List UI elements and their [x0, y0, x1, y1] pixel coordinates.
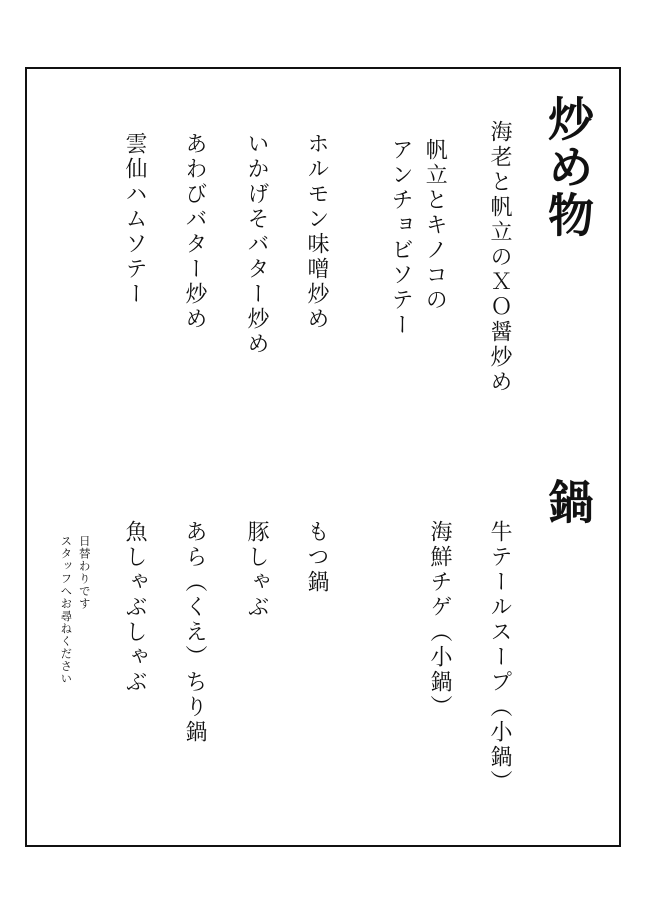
menu-item-horumon-miso: ホルモン味噌炒め [304, 132, 329, 332]
menu-item-xo-stir-fry: 海老と帆立のＸＯ醤炒め [487, 120, 512, 395]
menu-item-fish-shabu: 魚しゃぶしゃぶ [122, 520, 147, 695]
menu-item-motsu-nabe: もつ鍋 [304, 520, 329, 595]
menu-item-scallop-mushroom: 帆立とキノコの アンチョビソテー [388, 138, 448, 338]
menu-item-ara-chirinabe: あら（くえ）ちり鍋 [182, 520, 207, 745]
menu-item-seafood-jjigae: 海鮮チゲ（小鍋） [427, 520, 452, 720]
menu-item-oxtail-soup: 牛テールスープ（小鍋） [487, 520, 512, 795]
hot-pot-heading: 鍋 [541, 478, 595, 526]
menu-item-pork-shabu: 豚しゃぶ [244, 520, 269, 620]
menu-item-ikageso-butter: いかげそバター炒め [244, 132, 269, 357]
stir-fry-heading: 炒め物 [541, 95, 595, 239]
menu-item-unzen-ham: 雲仙ハムソテー [122, 132, 147, 307]
daily-special-note: 日替わりです スタッフへお尋ねください [59, 535, 92, 685]
menu-item-abalone-butter: あわびバター炒め [182, 132, 207, 332]
